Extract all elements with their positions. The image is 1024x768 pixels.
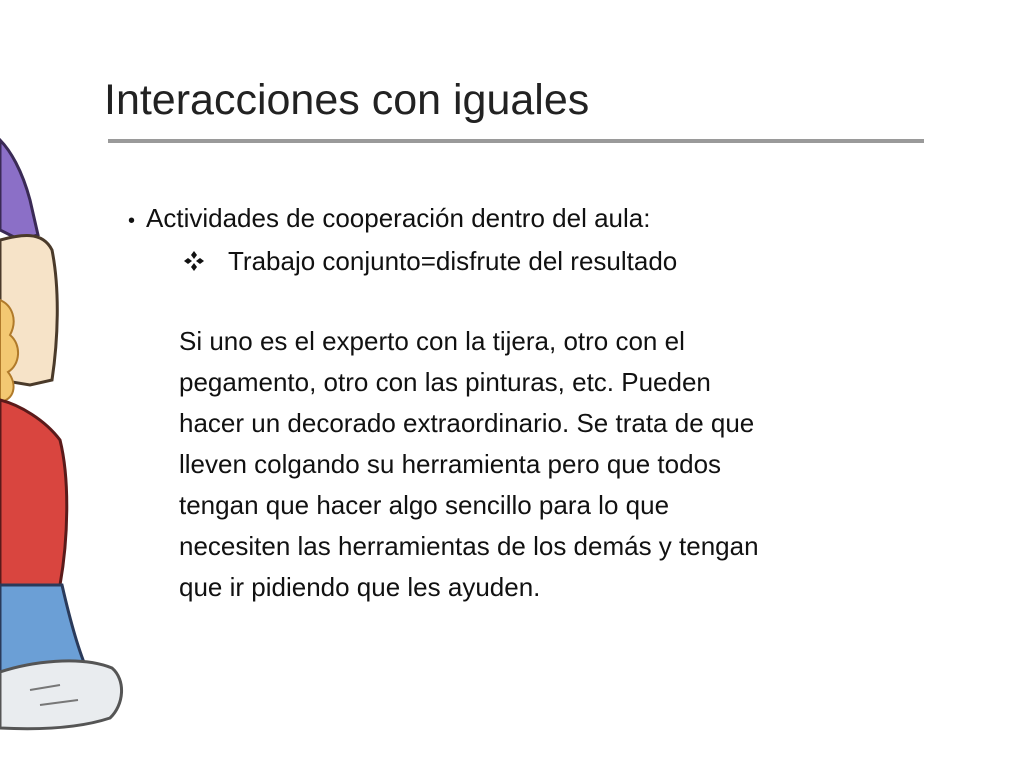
sub-bullet-item [182,241,908,281]
paragraph-line: necesiten las herramientas de los demás y tengan [179,531,759,561]
sub-bullet-text: Trabajo conjunto=disfrute del resultado [228,246,678,276]
paragraph-line: que ir pidiendo que les ayuden. [179,572,541,602]
paragraph-line: lleven colgando su herramienta pero que todos [179,449,722,479]
slide-content [128,198,908,608]
paragraph-line: pegamento, otro con las pinturas, etc. Pueden [179,367,711,397]
paragraph-line: Si uno es el experto con la tijera, otro con el [179,326,685,356]
bullet-item [128,198,908,241]
bullet-text: Actividades de cooperación dentro del aula: [146,203,651,233]
paragraph-line: hacer un decorado extraordinario. Se trata de que [179,408,755,438]
description-paragraph [179,321,899,608]
bullet-dot-icon: • [128,210,136,232]
slide-title: Interacciones con iguales [104,76,590,124]
diamond-bullet-icon [182,241,228,281]
paragraph-line: tengan que hacer algo sencillo para lo que [179,490,670,520]
title-divider [108,139,924,143]
